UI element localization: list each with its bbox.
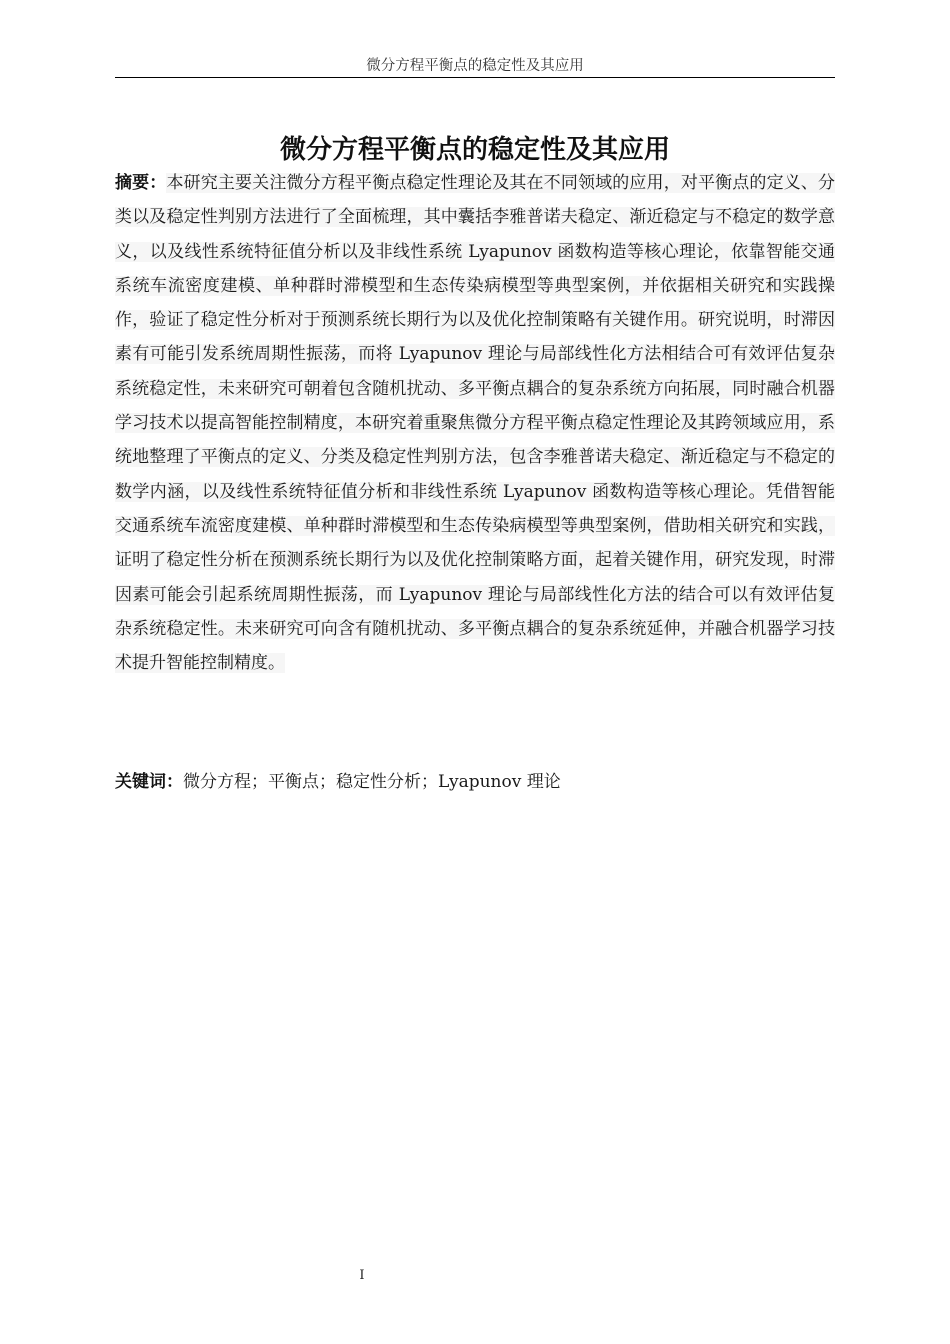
page-number: I bbox=[359, 1268, 365, 1283]
header-divider bbox=[115, 77, 835, 78]
abstract-text: 本研究主要关注微分方程平衡点稳定性理论及其在不同领域的应用，对平衡点的定义、分类以及稳定性判别方法进行了全面梳理，其中囊括李雅普诺夫稳定、渐近稳定与不稳定的数学意义，以及线性系统特征值分析以及非线性系统 Lyapunov 函数构造等核心理论，依靠智能交通系统车流密度建模、单种群时滞模型和生态传染病模型等典型案例，并依据相关研究和实践操作，验证了稳定性分析对于预测系统长期行为以及优化控制策略有关键作用。研究说明，时滞因素有可能引发系统周期性振荡，而将 Lyapunov 理论与局部线性化方法相结合可有效评估复杂系统稳定性，未来研究可朝着包含随机扰动、多平衡点耦合的复杂系统方向拓展，同时融合机器学习技术以提高智能控制精度，本研究着重聚焦微分方程平衡点稳定性理论及其跨领域应用，系统地整理了平衡点的定义、分类及稳定性判别方法，包含李雅普诺夫稳定、渐近稳定与不稳定的数学内涵，以及线性系统特征值分析和非线性系统 Lyapunov 函数构造等核心理论。凭借智能交通系统车流密度建模、单种群时滞模型和生态传染病模型等典型案例，借助相关研究和实践，证明了稳定性分析在预测系统长期行为以及优化控制策略方面，起着关键作用，研究发现，时滞因素可能会引起系统周期性振荡，而 Lyapunov 理论与局部线性化方法的结合可以有效评估复杂系统稳定性。未来研究可向含有随机扰动、多平衡点耦合的复杂系统延伸，并融合机器学习技术提升智能控制精度。 bbox=[115, 173, 836, 674]
running-header: 微分方程平衡点的稳定性及其应用 bbox=[366, 58, 584, 74]
document-title: 微分方程平衡点的稳定性及其应用 bbox=[279, 135, 670, 165]
abstract-paragraph bbox=[115, 166, 835, 680]
keywords-text: 微分方程；平衡点；稳定性分析；Lyapunov 理论 bbox=[183, 772, 561, 792]
keywords-label: 关键词： bbox=[115, 772, 183, 792]
keywords-line bbox=[115, 765, 835, 799]
abstract-label: 摘要： bbox=[115, 173, 167, 193]
